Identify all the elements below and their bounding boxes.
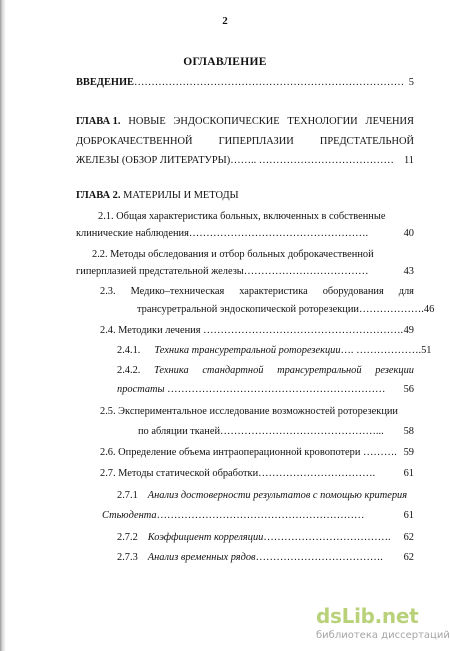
- leader-dots: ……………………………….: [255, 552, 383, 563]
- toc-entry-2-4-2: [117, 364, 414, 377]
- entry-page: 46: [423, 304, 435, 315]
- chapter1-line1: [76, 115, 414, 128]
- entry-word: стандартной: [202, 365, 264, 376]
- chapter1-word: ГИПЕРПЛАЗИИ: [218, 136, 294, 147]
- toc-entry-2-2: [92, 248, 374, 261]
- chapter1-word: НОВЫЕ: [128, 116, 166, 127]
- leader-dots: …. ……………….: [340, 345, 422, 356]
- leader-dots: ………………………………………………………: [164, 384, 386, 395]
- entry-page: 62: [403, 552, 414, 563]
- chapter1-word: ПРЕДСТАТЕЛЬНОЙ: [319, 136, 414, 147]
- toc-entry-2-1-cont: [76, 227, 414, 240]
- intro-page: 5: [408, 77, 414, 88]
- entry-number: 2.7.3: [117, 552, 138, 563]
- leader-dots: …………………………………………….: [188, 228, 369, 239]
- entry-text: Стьюдента: [102, 510, 157, 521]
- chapter1-line2: [76, 135, 414, 148]
- entry-number: 2.7.1: [117, 490, 138, 501]
- entry-page: 51: [421, 345, 432, 356]
- entry-text: по абляции тканей: [138, 426, 221, 437]
- chapter1-page: 11: [403, 155, 414, 166]
- entry-text: 2.7. Методы статической обработки: [100, 468, 259, 479]
- entry-text: простаты: [117, 384, 165, 395]
- toc-entry-2-4: [100, 324, 414, 337]
- entry-number: 2.7.2: [117, 532, 138, 543]
- chapter1-label: ГЛАВА 1.: [76, 116, 121, 127]
- entry-word: оборудования: [322, 286, 384, 297]
- toc-entry-2-5-cont: [138, 425, 414, 438]
- entry-text: Коэффициент корреляции: [147, 532, 264, 543]
- entry-text: клинические наблюдения: [76, 228, 189, 239]
- leader-dots: ……….: [360, 447, 397, 458]
- entry-word: для: [398, 286, 414, 297]
- toc-entry-2-7-3: [117, 551, 414, 564]
- toc-entry-2-7-1-cont: [102, 509, 414, 522]
- leader-dots: ………………………………………………….: [200, 325, 404, 336]
- dslib-watermark: [316, 604, 450, 648]
- chapter1-title-end: ЖЕЛЕЗЫ (ОБЗОР ЛИТЕРАТУРЫ): [76, 155, 231, 166]
- entry-page: 43: [403, 266, 414, 277]
- entry-word: характеристика: [239, 286, 308, 297]
- entry-text: Техника трансуретральной роторезекции: [154, 345, 341, 356]
- entry-text: 2.4. Методики лечения: [100, 325, 201, 336]
- toc-entry-2-7-1: [117, 489, 407, 502]
- entry-text: 2.1. Общая характеристика больных, включенных в собственные: [98, 211, 386, 222]
- chapter1-word: ДОБРОКАЧЕСТВЕННОЙ: [76, 136, 193, 147]
- leader-dots: ……………………………….: [263, 532, 391, 543]
- watermark-logo: dsLib.net: [316, 604, 419, 628]
- entry-text: трансуретральной эндоскопической роторезекции: [137, 304, 359, 315]
- toc-entry-2-1: [98, 210, 385, 223]
- entry-word: Медико–техническая: [130, 286, 225, 297]
- leader-dots: …….. …………………………………: [230, 155, 394, 166]
- entry-number: 2.3.: [100, 286, 116, 297]
- page-number: 2: [222, 15, 228, 27]
- toc-entry-2-7-2: [117, 531, 414, 544]
- toc-entry-2-7: [100, 467, 414, 480]
- toc-entry-2-4-2-cont: [117, 383, 414, 396]
- toc-heading: ОГЛАВЛЕНИЕ: [183, 56, 267, 68]
- entry-word: Техника: [154, 365, 189, 376]
- leader-dots: ……………………………………………………………………: [133, 77, 405, 88]
- scan-edge-shadow: [0, 0, 6, 651]
- toc-entry-2-6: [100, 446, 414, 459]
- toc-entry-2-5: [100, 405, 398, 418]
- entry-page: 61: [403, 468, 414, 479]
- toc-entry-2-4-1: [117, 344, 432, 357]
- watermark-tagline: библиотека диссертаций: [316, 630, 450, 641]
- entry-page: 59: [403, 447, 414, 458]
- toc-entry-2-3: [100, 285, 414, 298]
- leader-dots: …………………………….: [258, 468, 376, 479]
- leader-dots: ……………………………………………………: [156, 510, 365, 521]
- entry-word: трансуретральной: [277, 365, 362, 376]
- leader-dots: ……………….: [358, 304, 424, 315]
- toc-entry-2-3-cont: [137, 303, 435, 316]
- toc-entry-2-2-cont: [76, 265, 414, 278]
- entry-page: 49: [403, 325, 414, 336]
- entry-text: Анализ временных рядов: [147, 552, 256, 563]
- chapter2-heading: [76, 189, 239, 202]
- entry-text: 2.5. Экспериментальное исследование возможностей роторезекции: [100, 406, 398, 417]
- entry-number: 2.4.1.: [117, 345, 141, 356]
- entry-number: 2.4.2.: [117, 365, 141, 376]
- chapter2-title: МАТЕРИЛЫ И МЕТОДЫ: [123, 190, 239, 201]
- chapter1-word: ЛЕЧЕНИЯ: [365, 116, 414, 127]
- chapter1-line3: [76, 154, 414, 167]
- entry-page: 58: [403, 426, 414, 437]
- entry-word: резекции: [375, 365, 414, 376]
- entry-page: 61: [403, 510, 414, 521]
- entry-page: 56: [403, 384, 414, 395]
- entry-text: 2.6. Определение объема интраоперационной кровопотери: [100, 447, 361, 458]
- chapter1-word: ЭНДОСКОПИЧЕСКИЕ: [173, 116, 280, 127]
- chapter1-word: ТЕХНОЛОГИИ: [287, 116, 358, 127]
- entry-text: 2.2. Методы обследования и отбор больных доброкачественной: [92, 249, 374, 260]
- entry-page: 40: [403, 228, 414, 239]
- chapter2-label: ГЛАВА 2.: [76, 190, 121, 201]
- entry-text: гиперплазией предстательной железы: [76, 266, 244, 277]
- leader-dots: ………………………………: [243, 266, 369, 277]
- intro-label: ВВЕДЕНИЕ: [76, 77, 134, 88]
- toc-entry-intro: [76, 76, 414, 89]
- leader-dots: ………………………………………...: [220, 426, 384, 437]
- entry-text: Анализ достоверности результатов с помощью критерия: [147, 490, 408, 501]
- entry-page: 62: [403, 532, 414, 543]
